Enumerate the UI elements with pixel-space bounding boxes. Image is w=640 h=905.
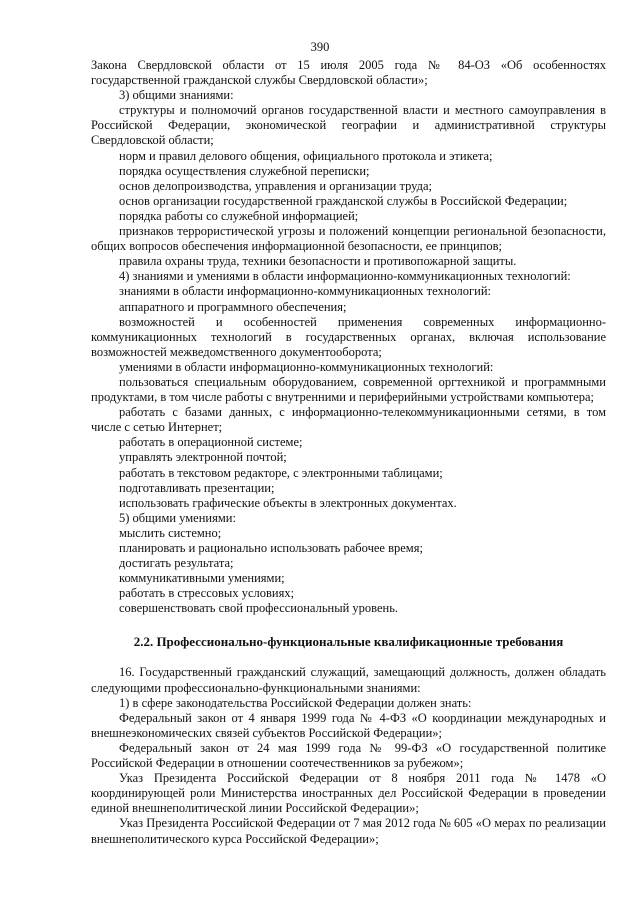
paragraph: работать в операционной системе; (119, 435, 303, 450)
paragraph: основ организации государственной гражданской службы в Российской Федерации; (119, 193, 568, 208)
paragraph: подготавливать презентации; (119, 480, 275, 495)
paragraph: планировать и рационально использовать рабочее время; (119, 541, 423, 555)
text-block-after-heading (91, 665, 606, 846)
paragraph: Федеральный закон от 4 января 1999 года № 4-ФЗ «О координации международных и внешнеэкономических связей субъектов Российской Федерации»; (91, 710, 606, 740)
paragraph: основ делопроизводства, управления и организации труда; (119, 178, 433, 193)
paragraph: возможностей и особенностей применения современных информационно-коммуникационных технологий в государственных органах, включая использование возможностей межведомственного документооборота; (91, 314, 606, 359)
paragraph: Указ Президента Российской Федерации от 7 мая 2012 года № 605 «О мерах по реализации внешнеполитического курса Российской Федерации»; (91, 816, 606, 846)
paragraph: структуры и полномочий органов государственной власти и местного самоуправления в Российской Федерации, экономической географии и административной структуры Свердловской области; (91, 103, 606, 148)
paragraph: правила охраны труда, техники безопасности и противопожарной защиты. (119, 254, 517, 269)
paragraph: 16. Государственный гражданский служащий, замещающий должность, должен обладать следующими профессионально-функциональными знаниями: (91, 665, 606, 695)
page-number: 390 (310, 40, 330, 54)
paragraph: управлять электронной почтой; (119, 450, 287, 465)
paragraph: Федеральный закон от 24 мая 1999 года № 99-ФЗ «О государственной политике Российской Федерации в отношении соотечественников за рубежом»; (91, 740, 606, 771)
paragraph: 4) знаниями и умениями в области информационно-коммуникационных технологий: (119, 269, 571, 284)
paragraph: порядка осуществления служебной переписки; (119, 163, 370, 178)
text-block-before-heading (91, 58, 606, 616)
paragraph: порядка работы со служебной информацией; (119, 208, 359, 223)
paragraph: работать в текстовом редакторе, с электронными таблицами; (119, 465, 443, 480)
paragraph: признаков террористической угрозы и положений концепции региональной безопасности, общих вопросов обеспечения информационной безопасности, ее принципов; (91, 224, 606, 254)
paragraph: знаниями в области информационно-коммуникационных технологий: (119, 284, 491, 299)
paragraph: совершенствовать свой профессиональный уровень. (119, 601, 399, 616)
paragraph: умениями в области информационно-коммуникационных технологий: (119, 359, 494, 374)
paragraph: работать в стрессовых условиях; (119, 586, 295, 601)
paragraph: достигать результата; (119, 556, 234, 571)
paragraph: 3) общими знаниями: (119, 88, 234, 103)
paragraph: работать с базами данных, с информационно-телекоммуникационными сетями, в том числе с сетью Интернет; (91, 405, 606, 435)
paragraph: мыслить системно; (119, 525, 222, 540)
paragraph: Закона Свердловской области от 15 июля 2005 года № 84-ОЗ «Об особенностях государственной гражданской службы Свердловской области»; (91, 58, 606, 88)
paragraph: коммуникативными умениями; (119, 571, 285, 586)
paragraph: пользоваться специальным оборудованием, современной оргтехникой и программными продуктами, в том числе работы с внутренними и периферийными устройствами компьютера; (91, 374, 606, 405)
document-body (91, 58, 606, 847)
paragraph: 5) общими умениями: (119, 510, 236, 525)
paragraph: Указ Президента Российской Федерации от 8 ноября 2011 года № 1478 «О координирующей роли Министерства иностранных дел Российской Федерации в проведении единой внешнеполитической линии Российской Федерации»; (91, 771, 606, 816)
paragraph: использовать графические объекты в электронных документах. (119, 495, 457, 510)
paragraph: норм и правил делового общения, официального протокола и этикета; (119, 148, 493, 163)
paragraph: 1) в сфере законодательства Российской Федерации должен знать: (119, 695, 472, 710)
section-heading: 2.2. Профессионально-функциональные квалификационные требования (133, 634, 564, 650)
paragraph: аппаратного и программного обеспечения; (119, 299, 347, 314)
